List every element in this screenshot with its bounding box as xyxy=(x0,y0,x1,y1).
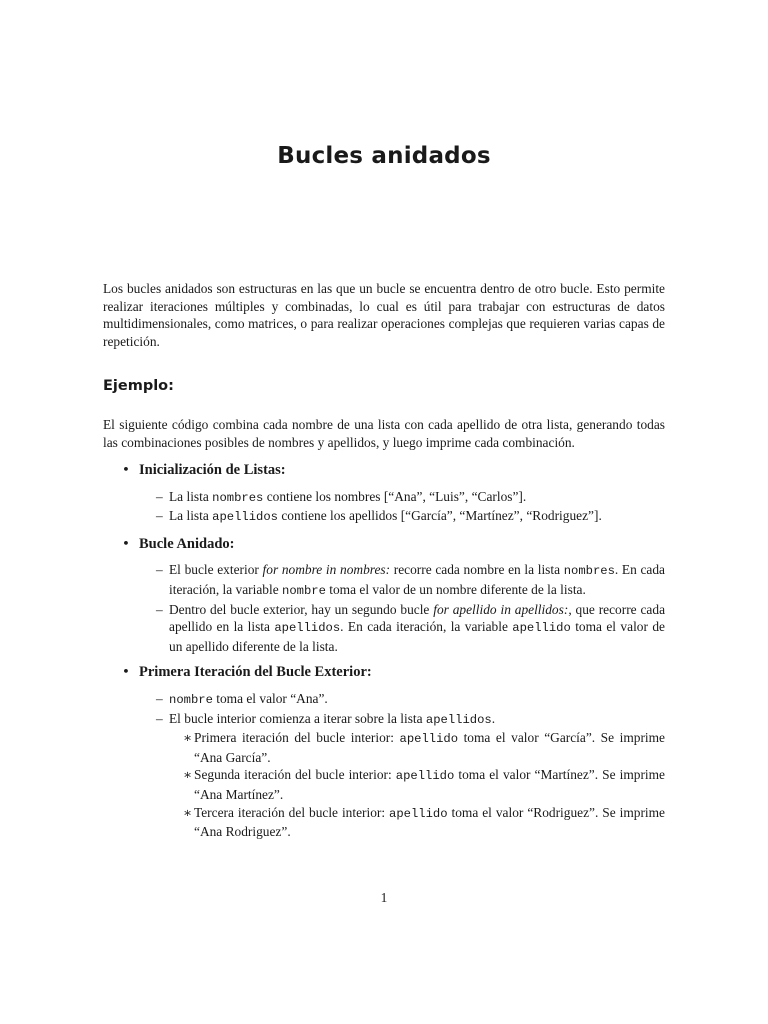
sub-item xyxy=(139,601,665,656)
asterisk-marker: ∗ xyxy=(183,730,193,746)
sub-item xyxy=(139,710,665,730)
sub-item-text: toma el valor “García”. Se imprime “Ana García”. xyxy=(194,730,665,765)
dash-marker: – xyxy=(156,601,163,617)
sub-item-text: El bucle interior comienza a iterar sobre la lista xyxy=(169,710,426,726)
bullet-list xyxy=(103,462,665,850)
example-lead-paragraph: El siguiente código combina cada nombre de una lista con cada apellido de otra lista, generando todas las combinaciones posibles de nombres y apellidos, y luego imprime cada combinación. xyxy=(103,417,665,450)
sub-item-text: contiene los nombres [“Ana”, “Luis”, “Carlos”]. xyxy=(263,488,527,504)
sub-item-text: toma el valor “Rodriguez”. Se imprime “Ana Rodriguez”. xyxy=(194,804,666,840)
sub-item-text: toma el valor de un nombre diferente de la lista. xyxy=(325,581,586,597)
code-apellido: apellido xyxy=(512,621,571,636)
list-item-bucle-anidado xyxy=(103,536,665,656)
sub-item-text: . En cada iteración, la variable xyxy=(169,562,666,597)
asterisk-marker: ∗ xyxy=(183,804,193,820)
code-apellidos: apellidos xyxy=(274,621,341,636)
document-page xyxy=(103,0,665,1024)
sub-item-text: Primera iteración del bucle interior: xyxy=(194,730,400,746)
list-item-title: Bucle Anidado: xyxy=(139,535,235,552)
dash-marker: – xyxy=(156,508,163,524)
dash-marker: – xyxy=(156,488,163,504)
bullet-marker: • xyxy=(122,665,130,681)
sub-item xyxy=(139,507,665,527)
list-item-title: Primera Iteración del Bucle Exterior: xyxy=(139,664,372,681)
sub-item-text: La lista xyxy=(169,508,213,524)
code-apellido: apellido xyxy=(389,806,448,821)
sub-item-text: toma el valor “Martínez”. Se imprime “Ana Martínez”. xyxy=(194,767,665,802)
list-item-inicializacion xyxy=(103,462,665,527)
sub-item-text: . xyxy=(491,710,496,726)
code-apellidos: apellidos xyxy=(425,712,492,727)
sub-item-text: Tercera iteración del bucle interior: xyxy=(194,804,390,820)
nested-sub-item xyxy=(139,766,665,803)
sub-item-text: . En cada iteración, la variable xyxy=(340,619,513,635)
dash-marker: – xyxy=(156,562,163,578)
sub-item-text: El bucle exterior xyxy=(169,562,263,578)
italic-loop-code: for nombre in nombres: xyxy=(262,562,391,578)
nested-sub-item xyxy=(139,804,665,841)
sub-item-text: La lista xyxy=(169,488,213,504)
bullet-marker: • xyxy=(122,536,130,552)
code-nombres: nombres xyxy=(563,564,615,579)
nested-sub-item xyxy=(139,729,665,766)
sub-item xyxy=(139,690,665,710)
dash-marker: – xyxy=(156,690,163,706)
sub-item xyxy=(139,561,665,600)
sub-item-text: Segunda iteración del bucle interior: xyxy=(194,767,396,783)
dash-marker: – xyxy=(156,710,163,726)
section-heading-ejemplo: Ejemplo: xyxy=(103,378,174,394)
code-apellidos: apellidos xyxy=(212,510,278,525)
asterisk-marker: ∗ xyxy=(183,767,193,783)
list-item-primera-iteracion xyxy=(103,664,665,840)
code-nombres: nombres xyxy=(212,490,264,505)
sub-item-text: , que recorre cada apellido en la lista xyxy=(169,601,666,635)
sub-item-text: toma el valor “Ana”. xyxy=(212,690,328,706)
sub-item-text: contiene los apellidos [“García”, “Martínez”, “Rodriguez”]. xyxy=(277,508,602,524)
sub-item-text: Dentro del bucle exterior, hay un segundo bucle xyxy=(169,601,434,617)
sub-item-text: recorre cada nombre en la lista xyxy=(390,562,564,578)
intro-paragraph: Los bucles anidados son estructuras en las que un bucle se encuentra dentro de otro bucle. Esto permite realizar iteraciones múltiples y combinadas, lo cual es útil para trabajar con estructuras de datos multidimensionales, como matrices, o para realizar operaciones complejas que requieren varias capas de repetición. xyxy=(103,281,665,349)
list-item-title: Inicialización de Listas: xyxy=(139,462,286,478)
sub-item xyxy=(139,488,665,508)
sub-item-text: toma el valor de un apellido diferente de la lista. xyxy=(169,619,665,654)
page-number: 1 xyxy=(380,890,388,905)
page-title: Bucles anidados xyxy=(277,143,491,169)
code-nombre: nombre xyxy=(282,583,326,598)
code-nombre: nombre xyxy=(169,692,213,707)
code-apellido: apellido xyxy=(395,769,455,784)
bullet-marker: • xyxy=(122,463,130,478)
code-apellido: apellido xyxy=(399,732,459,747)
italic-loop-code: for apellido in apellidos: xyxy=(433,601,569,617)
